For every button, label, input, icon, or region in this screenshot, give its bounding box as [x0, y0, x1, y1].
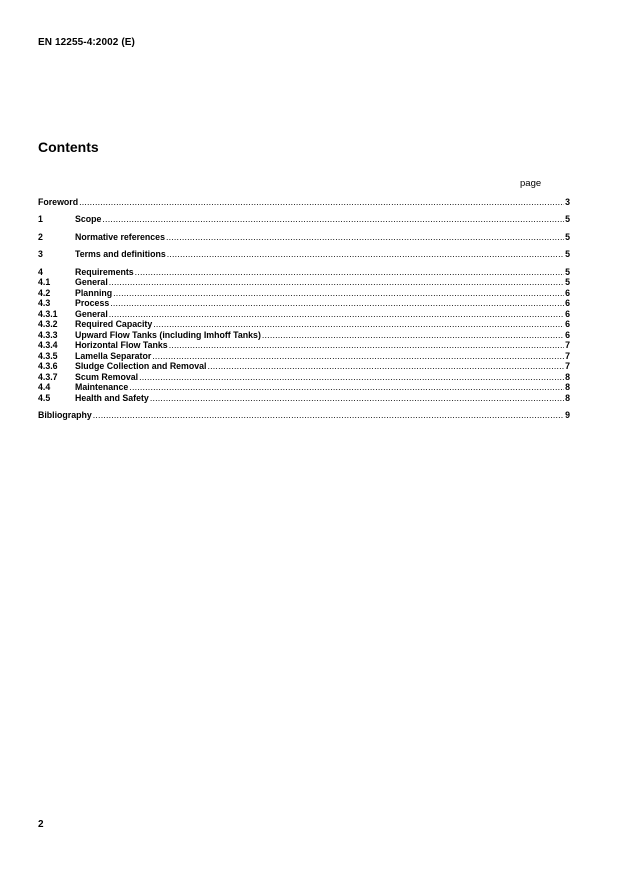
- toc-dot-leader: [93, 410, 564, 420]
- toc-dot-leader: [109, 277, 564, 287]
- toc-dot-leader: [79, 197, 564, 207]
- toc-entry-page: 5: [565, 266, 570, 277]
- toc-entry-title: General: [75, 277, 108, 287]
- toc-entry-number: 4.5: [38, 392, 51, 403]
- toc-entry[interactable]: [38, 277, 570, 288]
- toc-entry-number: 4.3.2: [38, 319, 58, 329]
- toc-entry-number: 4.3.4: [38, 340, 58, 350]
- toc-entry-title: Process: [75, 298, 110, 308]
- toc-dot-leader: [129, 382, 564, 392]
- toc-entry[interactable]: [38, 350, 570, 361]
- page-column-label: page: [520, 178, 542, 189]
- toc-entry-title: Terms and definitions: [75, 249, 166, 259]
- toc-entry-title: Required Capacity: [75, 319, 153, 329]
- toc-entry-title: Lamella Separator: [75, 350, 152, 361]
- toc-entry-page: 7: [565, 340, 570, 350]
- toc-entry[interactable]: [38, 231, 570, 242]
- toc-entry[interactable]: [38, 214, 570, 225]
- toc-entry-page: 6: [565, 287, 570, 298]
- toc-entry-number: 4.3.5: [38, 350, 58, 361]
- toc-entry-title: Scum Removal: [75, 371, 139, 382]
- toc-dot-leader: [109, 309, 564, 319]
- toc-entry-page: 6: [565, 308, 570, 319]
- document-header-id: EN 12255-4:2002 (E): [38, 37, 135, 48]
- toc-entry-page: 6: [565, 319, 570, 329]
- toc-entry-number: 4.3.6: [38, 361, 58, 371]
- toc-entry-page: 8: [565, 392, 570, 403]
- toc-entry-number: 4.3: [38, 298, 51, 308]
- toc-entry-page: 6: [565, 329, 570, 340]
- toc-entry[interactable]: [38, 361, 570, 372]
- toc-entry-page: 8: [565, 371, 570, 382]
- toc-entry-number: 1: [38, 214, 43, 224]
- toc-dot-leader: [110, 298, 564, 308]
- toc-entry[interactable]: [38, 196, 570, 207]
- toc-dot-leader: [167, 249, 564, 259]
- toc-entry-title: Requirements: [75, 266, 134, 277]
- toc-entry-title: Normative references: [75, 231, 165, 242]
- toc-entry-title: Sludge Collection and Removal: [75, 361, 207, 371]
- toc-entry-number: 4: [38, 266, 43, 277]
- toc-dot-leader: [208, 361, 565, 371]
- toc-dot-leader: [153, 319, 564, 329]
- toc-entry-title: Horizontal Flow Tanks: [75, 340, 168, 350]
- toc-entry-title: General: [75, 308, 108, 319]
- toc-entry-page: 6: [565, 298, 570, 308]
- toc-entry[interactable]: [38, 319, 570, 330]
- toc-dot-leader: [135, 267, 564, 277]
- toc-entry[interactable]: [38, 249, 570, 260]
- toc-dot-leader: [113, 288, 564, 298]
- toc-entry-number: 2: [38, 231, 43, 242]
- toc-entry[interactable]: [38, 392, 570, 403]
- toc-entry-page: 5: [565, 214, 570, 224]
- toc-entry-number: 4.4: [38, 382, 51, 392]
- toc-entry-title: Maintenance: [75, 382, 129, 392]
- toc-entry-number: 3: [38, 249, 43, 259]
- toc-entry[interactable]: [38, 382, 570, 393]
- toc-entry[interactable]: [38, 329, 570, 340]
- toc-entry[interactable]: [38, 266, 570, 277]
- toc-entry[interactable]: [38, 298, 570, 309]
- page-number: 2: [38, 819, 44, 830]
- toc-entry-page: 5: [565, 277, 570, 287]
- toc-entry-page: 5: [565, 231, 570, 242]
- page-title: Contents: [38, 139, 99, 155]
- toc-dot-leader: [102, 214, 564, 224]
- toc-entry[interactable]: [38, 340, 570, 351]
- toc-dot-leader: [262, 330, 564, 340]
- toc-entry-page: 3: [565, 196, 570, 207]
- toc-dot-leader: [166, 232, 564, 242]
- toc-entry-title: Bibliography: [38, 410, 92, 420]
- toc-entry-number: 4.3.3: [38, 329, 58, 340]
- toc-entry[interactable]: [38, 287, 570, 298]
- toc-entry-page: 5: [565, 249, 570, 259]
- toc-entry-title: Planning: [75, 287, 113, 298]
- toc-entry-page: 7: [565, 350, 570, 361]
- toc-entry-number: 4.3.1: [38, 308, 58, 319]
- toc-entry-page: 9: [565, 410, 570, 420]
- toc-entry-title: Foreword: [38, 196, 79, 207]
- toc-entry-page: 8: [565, 382, 570, 392]
- toc-entry[interactable]: [38, 410, 570, 421]
- toc-entry-number: 4.3.7: [38, 371, 58, 382]
- toc-dot-leader: [139, 372, 564, 382]
- toc-entry-title: Scope: [75, 214, 102, 224]
- toc-entry[interactable]: [38, 308, 570, 319]
- toc-dot-leader: [152, 351, 564, 361]
- table-of-contents: [38, 196, 570, 420]
- toc-dot-leader: [150, 393, 564, 403]
- toc-entry-title: Health and Safety: [75, 392, 149, 403]
- toc-dot-leader: [169, 340, 564, 350]
- toc-entry-number: 4.2: [38, 287, 51, 298]
- toc-entry-number: 4.1: [38, 277, 51, 287]
- toc-entry-title: Upward Flow Tanks (including Imhoff Tanks): [75, 329, 261, 340]
- toc-entry-page: 7: [565, 361, 570, 371]
- toc-entry[interactable]: [38, 371, 570, 382]
